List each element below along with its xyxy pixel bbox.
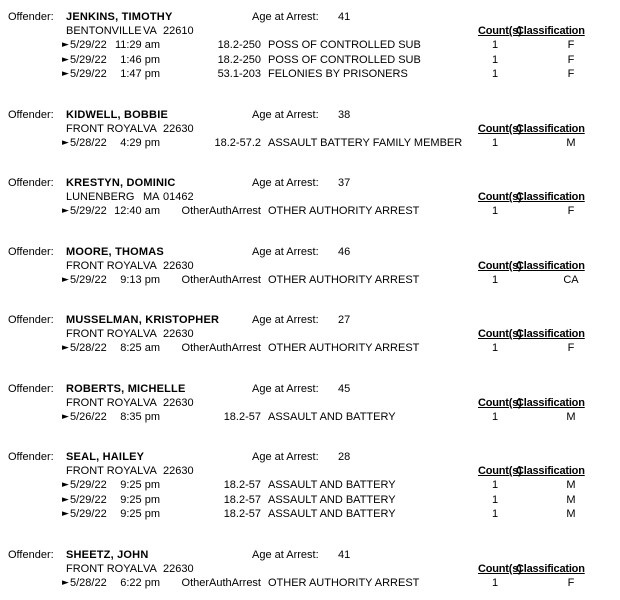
age-at-arrest-label: Age at Arrest: <box>252 451 319 463</box>
classification-value: M <box>566 493 576 506</box>
offender-state: VA <box>143 122 157 135</box>
row-marker-icon: ► <box>62 274 69 285</box>
offender-address-line <box>0 259 620 273</box>
counts-column-header: Count(s) <box>478 465 522 477</box>
arrest-date: 5/29/22 <box>70 39 107 51</box>
counts-column-header: Count(s) <box>478 191 522 203</box>
offender-name: SEAL, HAILEY <box>66 451 145 463</box>
arrest-row <box>0 478 620 493</box>
offender-zip: 22610 <box>163 25 194 37</box>
offense-description: ASSAULT BATTERY FAMILY MEMBER <box>268 136 463 149</box>
arrest-row <box>0 136 620 151</box>
classification-column-header: Classification <box>516 259 585 272</box>
arrest-date: 5/28/22 <box>70 576 107 589</box>
classification-value: M <box>566 136 576 149</box>
arrest-date: 5/29/22 <box>70 479 107 491</box>
count-value: 1 <box>491 39 499 51</box>
arrest-date: 5/29/22 <box>70 68 107 80</box>
offender-city: FRONT ROYAL <box>66 562 144 575</box>
offense-description: ASSAULT AND BATTERY <box>268 410 396 423</box>
arrest-time: 1:47 pm <box>120 68 160 80</box>
offender-name: MUSSELMAN, KRISTOPHER <box>66 314 220 326</box>
offender-label: Offender: <box>8 548 54 561</box>
arrest-row <box>0 507 620 522</box>
age-at-arrest-value: 27 <box>338 314 351 326</box>
offender-list <box>0 10 620 590</box>
count-value: 1 <box>491 576 499 589</box>
count-value: 1 <box>491 508 499 520</box>
classification-column-header: Classification <box>516 465 585 477</box>
arrest-row <box>0 204 620 219</box>
offender-block <box>0 176 620 219</box>
offender-header-line <box>0 450 620 464</box>
row-marker-icon: ► <box>62 577 69 588</box>
offender-address-line <box>0 396 620 410</box>
row-marker-icon: ► <box>62 137 69 148</box>
offender-zip: 22630 <box>163 562 194 575</box>
classification-column-header: Classification <box>516 122 585 135</box>
offender-state: VA <box>143 25 157 37</box>
offender-city: FRONT ROYAL <box>66 396 144 409</box>
offender-block <box>0 450 620 522</box>
offender-state: VA <box>143 328 157 340</box>
offender-address-line <box>0 327 620 341</box>
arrest-time: 9:25 pm <box>120 479 160 491</box>
arrest-row <box>0 493 620 508</box>
offense-description: ASSAULT AND BATTERY <box>268 493 396 506</box>
count-value: 1 <box>491 273 499 286</box>
classification-value: F <box>567 39 575 51</box>
classification-value: M <box>566 410 576 423</box>
row-marker-icon: ► <box>62 343 69 353</box>
offender-city: FRONT ROYAL <box>66 259 144 272</box>
age-at-arrest-label: Age at Arrest: <box>252 11 319 23</box>
offender-name: ROBERTS, MICHELLE <box>66 382 186 395</box>
offender-label: Offender: <box>8 314 54 326</box>
counts-column-header: Count(s) <box>478 562 522 575</box>
offense-code: OtherAuthArrest <box>181 342 261 354</box>
row-marker-icon: ► <box>62 411 69 422</box>
offense-description: FELONIES BY PRISONERS <box>268 68 408 80</box>
row-marker-icon: ► <box>62 54 69 65</box>
offense-code: 18.2-57 <box>223 479 261 491</box>
offender-block <box>0 548 620 591</box>
offender-label: Offender: <box>8 451 54 463</box>
classification-value: CA <box>563 273 579 286</box>
offense-code: 18.2-250 <box>217 53 261 66</box>
age-at-arrest-label: Age at Arrest: <box>252 548 319 561</box>
offense-code: 18.2-250 <box>217 39 261 51</box>
arrest-date: 5/29/22 <box>70 493 107 506</box>
offender-block <box>0 382 620 425</box>
offender-zip: 22630 <box>163 396 194 409</box>
offender-label: Offender: <box>8 382 54 395</box>
row-marker-icon: ► <box>62 480 69 490</box>
arrest-time: 6:22 pm <box>120 576 160 589</box>
offense-code: 18.2-57 <box>223 493 261 506</box>
offender-zip: 22630 <box>163 259 194 272</box>
arrest-time: 9:25 pm <box>120 493 160 506</box>
offender-state: VA <box>143 465 157 477</box>
classification-value: F <box>567 68 575 80</box>
offender-state: VA <box>143 259 157 272</box>
age-at-arrest-value: 38 <box>338 108 351 121</box>
arrest-time: 1:46 pm <box>120 53 160 66</box>
arrest-row <box>0 67 620 82</box>
age-at-arrest-value: 41 <box>338 548 351 561</box>
offender-zip: 22630 <box>163 122 194 135</box>
arrest-row <box>0 38 620 53</box>
offender-address-line <box>0 122 620 136</box>
offender-block <box>0 10 620 82</box>
offender-city: LUNENBERG <box>66 191 135 203</box>
offender-city: FRONT ROYAL <box>66 122 144 135</box>
arrest-time: 8:25 am <box>120 342 160 354</box>
offense-description: OTHER AUTHORITY ARREST <box>268 342 420 354</box>
offender-block <box>0 245 620 288</box>
arrest-date: 5/28/22 <box>70 136 107 149</box>
offense-code: 18.2-57 <box>223 410 261 423</box>
offender-label: Offender: <box>8 108 54 121</box>
arrest-time: 9:25 pm <box>120 508 160 520</box>
counts-column-header: Count(s) <box>478 259 522 272</box>
age-at-arrest-label: Age at Arrest: <box>252 245 319 258</box>
arrest-date: 5/26/22 <box>70 410 107 423</box>
offense-description: ASSAULT AND BATTERY <box>268 508 396 520</box>
count-value: 1 <box>491 342 499 354</box>
offender-name: KIDWELL, BOBBIE <box>66 108 168 121</box>
offender-label: Offender: <box>8 11 54 23</box>
offender-state: VA <box>143 396 157 409</box>
count-value: 1 <box>491 136 499 149</box>
counts-column-header: Count(s) <box>478 328 522 340</box>
offender-name: SHEETZ, JOHN <box>66 548 149 561</box>
offender-address-line <box>0 24 620 38</box>
offense-description: OTHER AUTHORITY ARREST <box>268 205 420 217</box>
offender-header-line <box>0 245 620 259</box>
offender-address-line <box>0 190 620 204</box>
row-marker-icon: ► <box>62 40 69 50</box>
age-at-arrest-label: Age at Arrest: <box>252 108 319 121</box>
count-value: 1 <box>491 493 499 506</box>
offender-name: JENKINS, TIMOTHY <box>66 11 173 23</box>
offender-header-line <box>0 10 620 24</box>
offense-code: OtherAuthArrest <box>181 273 261 286</box>
classification-column-header: Classification <box>516 328 585 340</box>
arrest-row <box>0 273 620 288</box>
offender-state: MA <box>143 191 160 203</box>
arrest-row <box>0 410 620 425</box>
classification-column-header: Classification <box>516 396 585 409</box>
arrest-date: 5/29/22 <box>70 53 107 66</box>
arrest-date: 5/29/22 <box>70 205 107 217</box>
arrest-date: 5/28/22 <box>70 342 107 354</box>
count-value: 1 <box>491 53 499 66</box>
offense-description: OTHER AUTHORITY ARREST <box>268 576 420 589</box>
offense-code: OtherAuthArrest <box>181 205 261 217</box>
offense-description: OTHER AUTHORITY ARREST <box>268 273 420 286</box>
offender-address-line <box>0 562 620 576</box>
classification-column-header: Classification <box>516 191 585 203</box>
offender-zip: 22630 <box>163 328 194 340</box>
offender-state: VA <box>143 562 157 575</box>
age-at-arrest-label: Age at Arrest: <box>252 177 319 189</box>
offender-zip: 01462 <box>163 191 194 203</box>
age-at-arrest-value: 41 <box>338 11 351 23</box>
arrest-time: 11:29 am <box>114 39 160 51</box>
offender-header-line <box>0 313 620 327</box>
offender-block <box>0 108 620 151</box>
row-marker-icon: ► <box>62 69 69 79</box>
offense-description: POSS OF CONTROLLED SUB <box>268 53 421 66</box>
age-at-arrest-label: Age at Arrest: <box>252 314 319 326</box>
count-value: 1 <box>491 479 499 491</box>
arrest-date: 5/29/22 <box>70 508 107 520</box>
classification-column-header: Classification <box>516 562 585 575</box>
age-at-arrest-label: Age at Arrest: <box>252 382 319 395</box>
classification-value: F <box>567 342 575 354</box>
offense-code: 53.1-203 <box>217 68 261 80</box>
offender-name: MOORE, THOMAS <box>66 245 164 258</box>
arrest-time: 8:35 pm <box>120 410 160 423</box>
offender-header-line <box>0 176 620 190</box>
offender-header-line <box>0 382 620 396</box>
classification-value: F <box>567 53 575 66</box>
classification-value: M <box>566 479 576 491</box>
classification-value: F <box>567 205 575 217</box>
offense-description: POSS OF CONTROLLED SUB <box>268 39 421 51</box>
row-marker-icon: ► <box>62 509 69 519</box>
offender-city: FRONT ROYAL <box>66 328 144 340</box>
offender-header-line <box>0 548 620 562</box>
offender-zip: 22630 <box>163 465 194 477</box>
age-at-arrest-value: 45 <box>338 382 351 395</box>
count-value: 1 <box>491 410 499 423</box>
arrest-time: 9:13 pm <box>120 273 160 286</box>
arrest-time: 12:40 am <box>114 205 160 217</box>
offender-label: Offender: <box>8 177 54 189</box>
counts-column-header: Count(s) <box>478 25 522 37</box>
classification-value: F <box>567 576 575 589</box>
offender-address-line <box>0 464 620 478</box>
classification-column-header: Classification <box>516 25 585 37</box>
offender-city: FRONT ROYAL <box>66 465 144 477</box>
offender-name: KRESTYN, DOMINIC <box>66 177 176 189</box>
offender-header-line <box>0 108 620 122</box>
age-at-arrest-value: 37 <box>338 177 351 189</box>
row-marker-icon: ► <box>62 206 69 216</box>
offender-block <box>0 313 620 356</box>
row-marker-icon: ► <box>62 494 69 505</box>
counts-column-header: Count(s) <box>478 396 522 409</box>
count-value: 1 <box>491 205 499 217</box>
arrest-date: 5/29/22 <box>70 273 107 286</box>
classification-value: M <box>566 508 576 520</box>
offense-code: 18.2-57.2 <box>214 136 261 149</box>
arrest-row <box>0 576 620 591</box>
offender-label: Offender: <box>8 245 54 258</box>
offense-code: 18.2-57 <box>223 508 261 520</box>
offense-code: OtherAuthArrest <box>181 576 261 589</box>
age-at-arrest-value: 46 <box>338 245 351 258</box>
count-value: 1 <box>491 68 499 80</box>
arrest-row <box>0 53 620 68</box>
arrest-row <box>0 341 620 356</box>
offender-city: BENTONVILLE <box>66 25 142 37</box>
offense-description: ASSAULT AND BATTERY <box>268 479 396 491</box>
arrest-time: 4:29 pm <box>120 136 160 149</box>
age-at-arrest-value: 28 <box>338 451 351 463</box>
counts-column-header: Count(s) <box>478 122 522 135</box>
